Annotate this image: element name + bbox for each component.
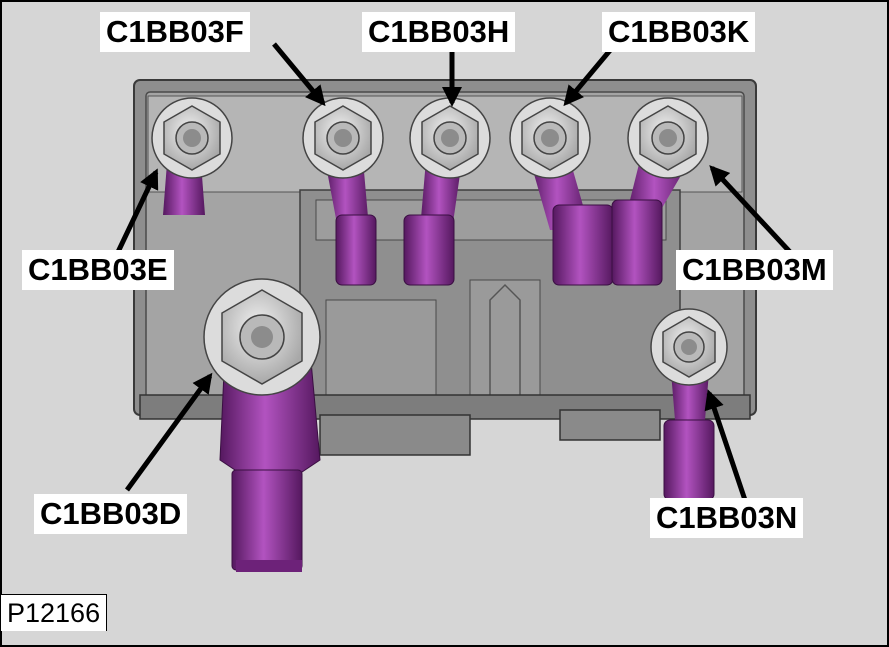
nut-k — [510, 98, 590, 178]
label-c1bb03h: C1BB03H — [362, 12, 515, 52]
label-c1bb03m: C1BB03M — [676, 250, 833, 290]
label-c1bb03e: C1BB03E — [22, 250, 174, 290]
label-c1bb03d: C1BB03D — [34, 494, 187, 534]
label-c1bb03n: C1BB03N — [650, 498, 803, 538]
nut-e — [152, 98, 232, 178]
nut-m — [628, 98, 708, 178]
label-c1bb03f: C1BB03F — [100, 12, 250, 52]
nut-h — [410, 98, 490, 178]
nut-f — [303, 98, 383, 178]
nut-d — [204, 279, 320, 395]
label-c1bb03k: C1BB03K — [602, 12, 755, 52]
nut-n — [651, 309, 727, 385]
figure-id: P12166 — [1, 594, 107, 631]
